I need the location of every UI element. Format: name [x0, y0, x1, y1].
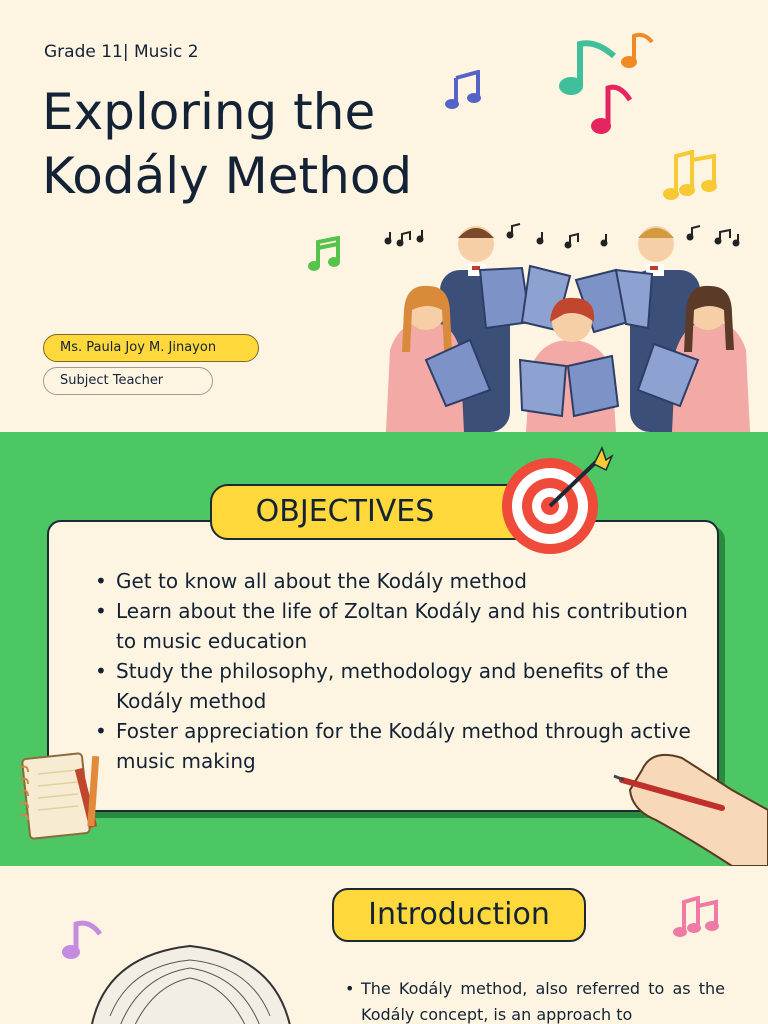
- title-slide: [0, 0, 768, 432]
- title-line-2: Kodály Method: [42, 147, 413, 205]
- hand-pencil-icon: [612, 750, 768, 866]
- objectives-slide: [0, 432, 768, 866]
- list-item: • Foster appreciation for the Kodály method through active music making: [95, 716, 695, 776]
- objectives-heading: OBJECTIVES: [210, 484, 560, 540]
- music-note-icon: [620, 30, 656, 70]
- portrait-illustration: [70, 916, 310, 1024]
- target-icon: [498, 442, 614, 558]
- notebook-icon: [12, 748, 112, 848]
- introduction-heading: Introduction: [332, 888, 586, 942]
- grade-label: Grade 11| Music 2: [44, 42, 199, 62]
- introduction-slide: [0, 866, 768, 1024]
- introduction-text: • The Kodály method, also referred to as the Kodály concept, is an approach to: [345, 976, 725, 1024]
- music-note-icon: [308, 236, 344, 274]
- title-line-1: Exploring the: [42, 83, 376, 141]
- music-note-icon: [590, 82, 634, 138]
- objectives-list: [95, 566, 695, 776]
- choir-illustration: [380, 210, 760, 432]
- music-note-icon: [62, 918, 104, 962]
- list-item: • Learn about the life of Zoltan Kodály and his contribution to music education: [95, 596, 695, 656]
- list-item: • Study the philosophy, methodology and benefits of the Kodály method: [95, 656, 695, 716]
- music-note-icon: [672, 896, 724, 946]
- music-note-icon: [444, 70, 484, 112]
- slide-title: [42, 80, 412, 208]
- teacher-role-pill: Subject Teacher: [43, 367, 213, 395]
- music-note-icon: [662, 150, 724, 210]
- teacher-name-pill: Ms. Paula Joy M. Jinayon: [43, 334, 259, 362]
- list-item: • Get to know all about the Kodály method: [95, 566, 695, 596]
